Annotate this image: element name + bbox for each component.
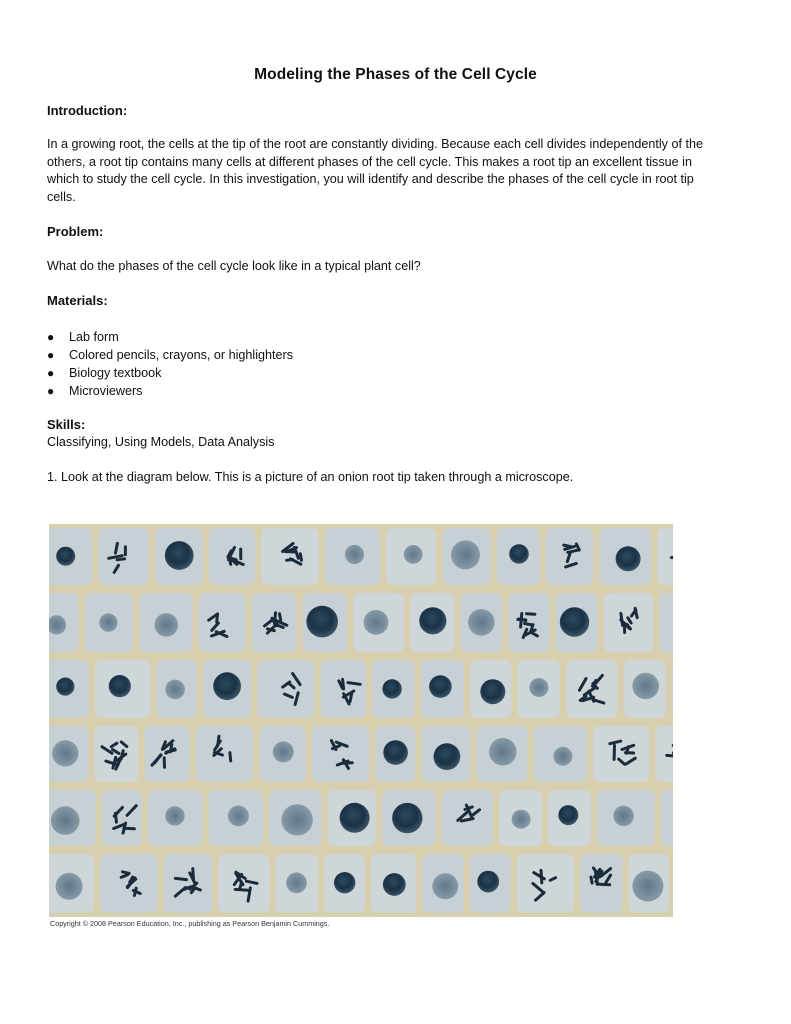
cell [209, 528, 255, 585]
chromosome [525, 624, 533, 626]
nucleus [512, 810, 531, 829]
materials-list [47, 328, 293, 400]
cell [102, 790, 142, 846]
nucleus [477, 871, 499, 893]
nucleus [632, 871, 663, 902]
cell [312, 726, 369, 782]
cell [442, 790, 493, 846]
nucleus [109, 675, 131, 697]
cell [593, 726, 650, 782]
chromosome [527, 614, 535, 615]
nucleus [155, 613, 179, 637]
cell [98, 528, 149, 585]
nucleus [616, 546, 641, 571]
bullet-icon: ● [47, 384, 55, 398]
list-item [47, 364, 293, 382]
cell [655, 726, 673, 782]
figure-copyright: Copyright © 2008 Pearson Education, Inc., publishing as Pearson Benjamin Cummings. [50, 919, 330, 928]
nucleus [345, 545, 364, 564]
nucleus [51, 806, 80, 835]
introduction-line: others, a root tip contains many cells at different phases of the cell cycle. This makes a root tip an excellent tissue in [47, 154, 692, 169]
nucleus [432, 873, 458, 899]
chromosome [591, 877, 592, 883]
introduction-paragraph [47, 136, 747, 206]
micrograph-image [49, 524, 673, 917]
nucleus [364, 610, 389, 635]
nucleus [340, 803, 370, 833]
nucleus [334, 872, 355, 893]
material-label: Colored pencils, crayons, or highlighters [69, 348, 294, 362]
bullet-icon: ● [47, 366, 55, 380]
introduction-heading: Introduction: [47, 103, 128, 118]
cell [219, 854, 270, 913]
nucleus [383, 740, 408, 765]
chromosome [280, 614, 281, 621]
list-item [47, 328, 293, 346]
chromosome [235, 889, 248, 890]
nucleus [382, 679, 401, 698]
chromosome [116, 543, 118, 553]
cell [672, 660, 673, 718]
list-item [47, 346, 293, 364]
onion-root-tip-micrograph [49, 524, 673, 917]
nucleus [480, 679, 505, 704]
material-label: Lab form [69, 330, 119, 344]
chromosome [667, 755, 673, 756]
cell [196, 726, 254, 782]
problem-heading: Problem: [47, 224, 104, 239]
nucleus [165, 680, 185, 700]
chromosome [134, 888, 136, 895]
nucleus [52, 740, 78, 766]
nucleus [560, 607, 589, 636]
material-label: Biology textbook [69, 366, 162, 380]
nucleus [509, 544, 529, 564]
skills-heading: Skills: [47, 417, 86, 432]
introduction-line: In a growing root, the cells at the tip of the root are constantly dividing. Because each cell divides independently of the [47, 137, 703, 151]
chromosome [166, 750, 175, 752]
nucleus [434, 743, 461, 770]
bullet-icon: ● [47, 348, 55, 362]
nucleus [56, 547, 75, 566]
cell [661, 790, 673, 846]
nucleus [228, 806, 249, 827]
chromosome [300, 554, 301, 561]
nucleus [429, 675, 452, 698]
nucleus [613, 806, 634, 827]
chromosome [275, 613, 276, 623]
materials-heading: Materials: [47, 293, 108, 308]
nucleus [213, 672, 241, 700]
cell [508, 593, 550, 652]
nucleus [383, 873, 406, 896]
cell [517, 854, 574, 913]
cell [604, 593, 653, 652]
chromosome [230, 753, 231, 761]
bullet-icon: ● [47, 330, 55, 344]
cell [164, 854, 213, 913]
cell [261, 528, 318, 585]
nucleus [632, 673, 659, 700]
nucleus [553, 747, 572, 766]
chromosome [229, 556, 231, 564]
nucleus [558, 805, 578, 825]
nucleus [489, 738, 517, 766]
nucleus [273, 741, 294, 762]
chromosome [348, 683, 360, 685]
list-item [47, 382, 293, 400]
chromosome [123, 872, 130, 874]
nucleus [451, 540, 480, 569]
nucleus [392, 803, 422, 833]
nucleus [99, 613, 117, 631]
cell [199, 593, 246, 652]
chromosome [175, 878, 186, 879]
step-1-instruction: 1. Look at the diagram below. This is a picture of an onion root tip taken through a microscope. [47, 470, 574, 484]
chromosome [621, 613, 623, 625]
chromosome [121, 751, 123, 760]
chromosome [671, 556, 673, 557]
problem-text: What do the phases of the cell cycle look like in a typical plant cell? [47, 259, 421, 273]
page-title: Modeling the Phases of the Cell Cycle [254, 66, 537, 83]
skills-text: Classifying, Using Models, Data Analysis [47, 435, 275, 449]
chromosome [116, 813, 117, 822]
nucleus [419, 607, 446, 634]
cell [257, 660, 314, 718]
nucleus [306, 606, 338, 638]
nucleus [165, 541, 194, 570]
chromosome [519, 619, 526, 621]
introduction-line: cells. [47, 189, 76, 204]
cell [94, 726, 138, 782]
cell [659, 593, 673, 652]
chromosome [597, 884, 610, 885]
nucleus [56, 873, 83, 900]
material-label: Microviewers [69, 384, 143, 398]
chromosome [117, 559, 125, 560]
nucleus [165, 806, 184, 825]
introduction-line: which to study the cell cycle. In this investigation, you will identify and describe the phases of the cell cycle in root tip [47, 172, 694, 187]
nucleus [286, 872, 307, 893]
nucleus [281, 804, 312, 835]
nucleus [404, 545, 423, 564]
nucleus [56, 678, 74, 696]
nucleus [468, 609, 495, 636]
nucleus [529, 678, 548, 697]
